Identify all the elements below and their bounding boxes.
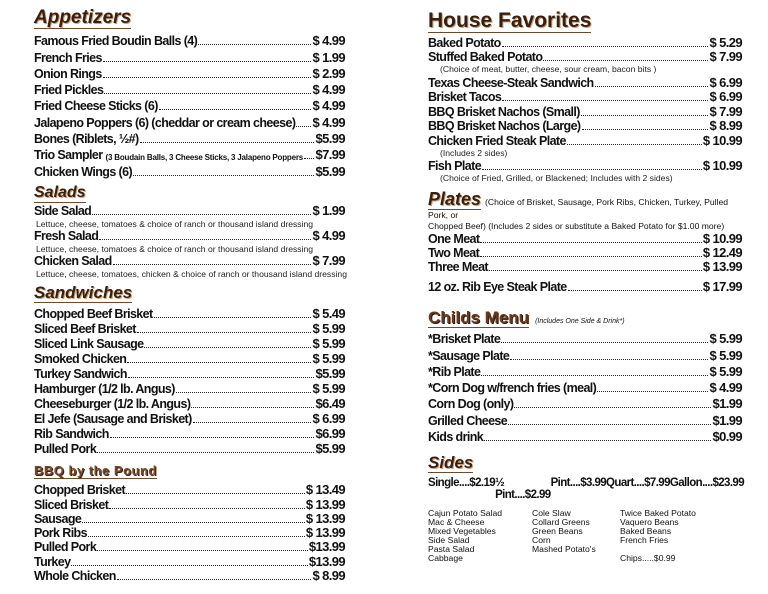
item-price: $ 5.49 [312, 306, 345, 321]
side-item: Cajun Potato Salad [428, 508, 503, 518]
item-name: Smoked Chicken [34, 352, 127, 366]
item-name: Famous Fried Boudin Balls (4) [34, 34, 198, 49]
item-name: Two Meat [428, 246, 480, 260]
menu-item [428, 90, 742, 105]
item-price: $ 12.49 [702, 245, 742, 260]
dot-leader [128, 377, 315, 378]
item-name: Side Salad [34, 204, 92, 218]
item-price: $ 13.99 [702, 259, 742, 274]
dot-leader [144, 347, 311, 348]
menu-item [34, 97, 345, 113]
size-price: Gallon....$23.99 [669, 477, 745, 489]
section-title: Plates [428, 189, 482, 209]
item-name: Chopped Beef Brisket [34, 307, 153, 321]
item-name: Bones (Riblets, ½#) [34, 132, 139, 147]
menu-item [34, 255, 345, 268]
menu-item [34, 351, 345, 366]
item-name: Fried Pickles [34, 83, 104, 98]
menu-item [34, 336, 345, 351]
side-column [532, 509, 620, 563]
side-item: Side Salad [428, 535, 470, 545]
menu-item [34, 366, 345, 381]
item-name: Jalapeno Poppers (6) (cheddar or cream cheese) [34, 115, 296, 130]
house-favorites-section [428, 10, 742, 184]
item-price: $1.99 [712, 396, 742, 412]
menu-item [34, 130, 345, 146]
item-name: French Fries [34, 50, 102, 65]
dot-leader [103, 77, 312, 78]
item-price: $ 1.99 [312, 203, 345, 218]
menu-item [428, 246, 742, 260]
item-price: $ 8.99 [709, 118, 742, 133]
menu-item [428, 159, 742, 174]
menu-item [428, 133, 742, 148]
menu-item [34, 396, 345, 411]
dot-leader [97, 550, 308, 551]
menu-item [34, 540, 345, 554]
dot-leader [82, 522, 305, 523]
item-price: $ 5.99 [312, 351, 345, 366]
item-price: $ 1.99 [312, 49, 345, 65]
item-name: Chicken Fried Steak Plate [428, 133, 566, 148]
side-item: Vaquero Beans [620, 517, 679, 527]
item-name: Pork Ribs [34, 526, 87, 541]
item-price: $13.99 [308, 539, 345, 555]
item-name: Baked Potato [428, 35, 501, 50]
menu-item [428, 346, 742, 362]
item-description: (Choice of Fried, Grilled, or Blackened; Includes with 2 sides) [440, 173, 673, 183]
item-price: $ 10.99 [702, 158, 742, 173]
dot-leader [568, 290, 702, 291]
menu-item [428, 363, 742, 379]
item-price: $0.99 [712, 429, 742, 445]
section-title: Salads [34, 184, 86, 201]
dot-leader [581, 115, 709, 116]
dot-leader [193, 422, 312, 423]
item-name: Fish Plate [428, 159, 482, 173]
menu-item [34, 526, 345, 540]
side-column [620, 509, 724, 563]
menu-item [34, 426, 345, 441]
dot-leader [296, 126, 311, 127]
item-price: $ 2.99 [312, 65, 345, 81]
item-description: Lettuce, cheese, tomatoes & choice of ranch or thousand island dressing [36, 244, 314, 254]
dot-leader [543, 60, 708, 61]
dot-leader [304, 158, 314, 159]
item-price: $ 13.99 [305, 510, 345, 526]
menu-item [428, 35, 742, 50]
dot-leader [502, 46, 709, 47]
item-price: $6.49 [315, 396, 345, 411]
item-name: Onion Rings [34, 66, 102, 81]
size-price: ½ Pint....$2.99 [495, 477, 551, 501]
item-name: Chicken Salad [34, 254, 112, 268]
item-price: $ 7.99 [709, 103, 742, 119]
dot-leader [117, 579, 312, 580]
section-title: Sandwiches [34, 283, 133, 302]
bbq-section [34, 462, 345, 583]
menu-item [34, 32, 345, 48]
dot-leader [159, 109, 312, 110]
item-price: $ 10.99 [702, 231, 742, 246]
childs-menu-section [428, 309, 742, 444]
item-name: Sliced Brisket [34, 497, 109, 512]
side-column [428, 509, 532, 563]
item-name: 12 oz. Rib Eye Steak Plate [428, 280, 567, 294]
appetizers-section [34, 8, 345, 179]
menu-item [428, 379, 742, 395]
plates-note: (Choice of Brisket, Sausage, Pork Ribs, Chicken, Turkey, Pulled Pork, or [428, 197, 729, 220]
menu-item [34, 306, 345, 321]
item-price: $ 5.99 [709, 331, 742, 347]
dot-leader [113, 264, 312, 265]
item-name: Brisket Tacos [428, 90, 502, 104]
item-name: Rib Sandwich [34, 427, 109, 441]
sandwiches-section [34, 284, 345, 456]
dot-leader [104, 93, 311, 94]
menu-item [428, 104, 742, 119]
menu-item [428, 279, 742, 294]
menu-item [428, 232, 742, 246]
side-item: Green Beans [532, 526, 583, 536]
side-item: Pasta Salad [428, 544, 475, 554]
dot-leader [480, 256, 702, 257]
size-price: Pint....$3.99 [550, 477, 607, 489]
dot-leader [501, 342, 708, 343]
dot-leader [103, 61, 312, 62]
item-price: $5.99 [315, 163, 345, 179]
section-title: House Favorites [428, 9, 592, 32]
dot-leader [481, 375, 708, 376]
side-item: Twice Baked Potato [620, 508, 696, 518]
menu-item [428, 330, 742, 346]
menu-item [34, 381, 345, 396]
dot-leader [154, 317, 312, 318]
item-price: $5.99 [315, 366, 345, 381]
menu-item [34, 65, 345, 81]
item-name: Pulled Pork [34, 540, 97, 555]
menu-item [34, 512, 345, 526]
menu-item [34, 48, 345, 64]
dot-leader [198, 44, 311, 45]
item-name: One Meat [428, 232, 480, 246]
item-name: Fried Cheese Sticks (6) [34, 99, 158, 114]
menu-item [34, 497, 345, 511]
size-price: Single....$2.19 [428, 477, 496, 489]
dot-leader [110, 437, 315, 438]
plates-note-line2: Chopped Beef) (Includes 2 sides or substitute a Baked Potato for $1.00 more) [428, 221, 725, 231]
item-name: El Jefe (Sausage and Brisket) [34, 412, 192, 426]
item-price: $13.99 [308, 553, 345, 569]
item-name: Pulled Pork [34, 442, 97, 456]
section-title: Childs Menu [428, 308, 530, 327]
dot-leader [99, 239, 311, 240]
section-title: BBQ by the Pound [34, 463, 157, 478]
side-options [428, 509, 742, 563]
item-name: Turkey Sandwich [34, 367, 127, 381]
dot-leader [191, 407, 314, 408]
menu-item [34, 321, 345, 336]
item-price: $ 5.99 [709, 347, 742, 363]
menu-item [34, 205, 345, 218]
menu-item [34, 230, 345, 243]
item-price: $ 10.99 [702, 132, 742, 148]
side-item: Mashed Potato's [532, 544, 596, 554]
item-price: $ 17.99 [702, 279, 742, 294]
menu-item [34, 569, 345, 583]
dot-leader [484, 440, 711, 441]
item-name: Sausage [34, 511, 82, 526]
section-title: Sides [428, 453, 474, 472]
dot-leader [109, 508, 305, 509]
item-name: Turkey [34, 554, 71, 569]
side-item: Cole Slaw [532, 508, 571, 518]
section-title: Appetizers [34, 7, 132, 28]
item-name: Whole Chicken [34, 569, 116, 584]
salads-section [34, 184, 345, 280]
dot-leader [567, 144, 702, 145]
item-price: $ 4.99 [709, 380, 742, 396]
dot-leader [137, 332, 312, 333]
side-item: Mixed Vegetables [428, 526, 496, 536]
menu-item [428, 75, 742, 90]
item-name: Three Meat [428, 260, 488, 274]
item-name: *Corn Dog w/french fries (meal) [428, 381, 597, 396]
item-price: $6.99 [315, 426, 345, 441]
item-name: Texas Cheese-Steak Sandwich [428, 75, 594, 90]
item-price: $ 13.99 [305, 496, 345, 512]
dot-leader [480, 242, 701, 243]
side-item: Corn [532, 535, 551, 545]
menu-item [34, 113, 345, 129]
item-price: $ 4.99 [312, 98, 345, 114]
dot-leader [508, 424, 711, 425]
item-name: Chicken Wings (6) [34, 164, 133, 179]
dot-leader [92, 214, 311, 215]
item-price: $ 13.99 [305, 525, 345, 541]
item-name: BBQ Brisket Nachos (Small) [428, 104, 580, 119]
item-name: Grilled Cheese [428, 413, 508, 428]
size-price: Quart....$7.99 [606, 477, 670, 489]
dot-leader [502, 100, 708, 101]
item-price: $ 4.99 [312, 228, 345, 243]
item-price: $ 7.99 [709, 49, 742, 64]
item-description: (Includes 2 sides) [440, 147, 508, 158]
menu-item [34, 483, 345, 497]
menu-item [428, 119, 742, 134]
dot-leader [140, 142, 315, 143]
item-price: $ 6.99 [312, 411, 345, 426]
menu-item [34, 441, 345, 456]
item-price: $ 13.49 [305, 482, 345, 498]
menu-item [428, 50, 742, 65]
item-price: $ 8.99 [312, 568, 345, 584]
menu-item [34, 554, 345, 568]
item-name: *Rib Plate [428, 364, 481, 379]
item-note: (3 Boudain Balls, 3 Cheese Sticks, 3 Jalapeno Poppers [105, 153, 304, 163]
item-price: $ 5.99 [312, 336, 345, 351]
side-item: Baked Beans [620, 526, 672, 536]
dot-leader [97, 452, 314, 453]
dot-leader [482, 169, 702, 170]
menu-item [34, 162, 345, 178]
side-item: Mac & Cheese [428, 517, 485, 527]
item-price: $ 5.99 [312, 381, 345, 396]
menu-item [428, 260, 742, 274]
dot-leader [127, 362, 311, 363]
item-price: $ 6.99 [709, 74, 742, 90]
menu-item [428, 395, 742, 411]
dot-leader [595, 86, 709, 87]
side-item: Collard Greens [532, 517, 590, 527]
sides-section [428, 453, 745, 563]
item-name: *Sausage Plate [428, 348, 510, 363]
item-name: Kids drink [428, 430, 484, 445]
item-description: Lettuce, cheese, tomatoes, chicken & choice of ranch or thousand island dressing [36, 269, 347, 279]
item-name: Sliced Beef Brisket [34, 322, 136, 336]
item-name: Fresh Salad [34, 229, 99, 243]
item-price: $ 5.29 [709, 34, 742, 50]
side-item: Cabbage [428, 553, 463, 563]
item-price: $ 7.99 [312, 253, 345, 268]
plates-section [428, 190, 742, 274]
item-price: $5.99 [315, 131, 345, 147]
dot-leader [582, 129, 709, 130]
side-item: Chips.....$0.99 [620, 553, 676, 563]
dot-leader [510, 359, 708, 360]
side-item: French Fries [620, 535, 669, 545]
dot-leader [71, 565, 307, 566]
item-name: *Brisket Plate [428, 332, 501, 347]
dot-leader [514, 407, 711, 408]
dot-leader [88, 536, 305, 537]
item-price: $ 6.99 [709, 89, 742, 104]
side-sizes [428, 477, 745, 501]
item-price: $7.99 [315, 147, 345, 163]
item-name: BBQ Brisket Nachos (Large) [428, 119, 581, 133]
item-name: Sliced Link Sausage [34, 337, 144, 351]
menu-item [34, 411, 345, 426]
item-price: $ 4.99 [312, 82, 345, 98]
item-name: Trio Sampler [34, 148, 103, 163]
menu-item [428, 411, 742, 427]
dot-leader [133, 175, 314, 176]
item-name: Cheeseburger (1/2 lb. Angus) [34, 397, 191, 411]
item-name: Corn Dog (only) [428, 397, 514, 412]
item-description: (Choice of meat, butter, cheese, sour cream, bacon bits ) [440, 64, 657, 74]
item-price: $ 5.99 [709, 363, 742, 379]
dot-leader [126, 493, 305, 494]
item-price: $ 4.99 [312, 114, 345, 130]
item-description: Lettuce, cheese, tomatoes & choice of ranch or thousand island dressing [36, 219, 314, 229]
item-name: Stuffed Baked Potato [428, 50, 543, 64]
item-price: $ 5.99 [312, 321, 345, 336]
menu-item [428, 428, 742, 444]
dot-leader [176, 392, 312, 393]
item-price: $1.99 [712, 412, 742, 428]
dot-leader [597, 391, 708, 392]
menu-item [34, 146, 345, 162]
item-price: $ 4.99 [312, 33, 345, 49]
item-name: Chopped Brisket [34, 483, 126, 498]
dot-leader [489, 270, 702, 271]
item-name: Hamburger (1/2 lb. Angus) [34, 382, 175, 396]
childs-note: (Includes One Side & Drink*) [535, 318, 625, 325]
item-price: $5.99 [315, 441, 345, 456]
menu-item [34, 81, 345, 97]
ribeye-section [428, 279, 742, 294]
